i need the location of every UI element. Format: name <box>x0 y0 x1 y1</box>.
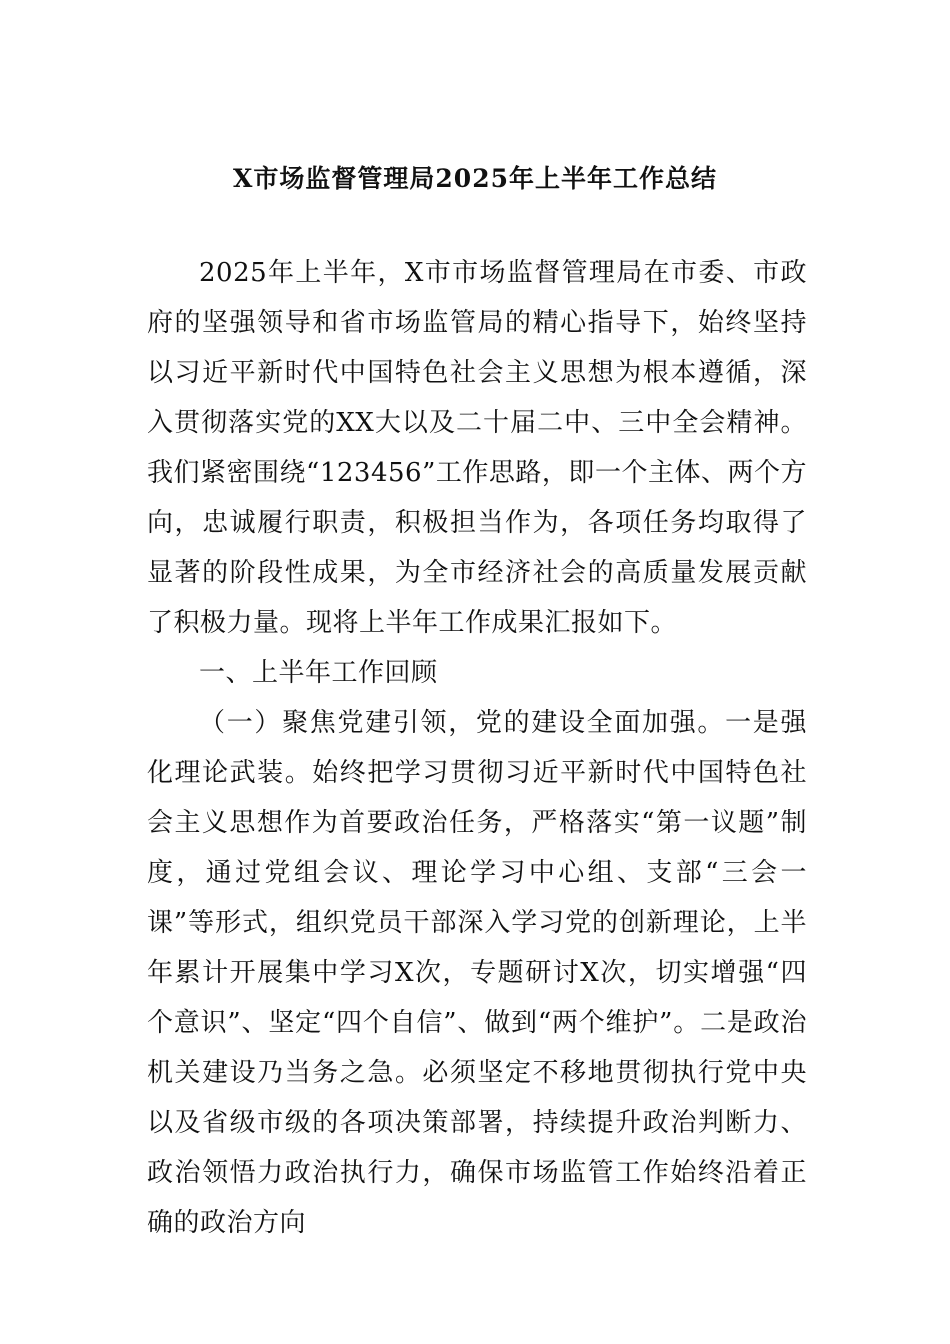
paragraph-intro: 2025年上半年，X市市场监督管理局在市委、市政府的坚强领导和省市场监管局的精心指导下，始终坚持以习近平新时代中国特色社会主义思想为根本遵循，深入贯彻落实党的XX大以及二十届二中、三中全会精神。我们紧密围绕“123456”工作思路，即一个主体、两个方向，忠诚履行职责，积极担当作为，各项任务均取得了显著的阶段性成果，为全市经济社会的高质量发展贡献了积极力量。现将上半年工作成果汇报如下。 <box>147 258 807 638</box>
paragraph-party-building: （一）聚焦党建引领，党的建设全面加强。一是强化理论武装。始终把学习贯彻习近平新时代中国特色社会主义思想作为首要政治任务，严格落实“第一议题”制度，通过党组会议、理论学习中心组、支部“三会一课”等形式，组织党员干部深入学习党的创新理论，上半年累计开展集中学习X次，专题研讨X次，切实增强“四个意识”、坚定“四个自信”、做到“两个维护”。二是政治机关建设乃当务之急。必须坚定不移地贯彻执行党中央以及省级市级的各项决策部署，持续提升政治判断力、政治领悟力政治执行力，确保市场监管工作始终沿着正确的政治方向 <box>147 708 807 1238</box>
document-body <box>147 248 807 1248</box>
section-heading: 一、上半年工作回顾 <box>199 658 438 688</box>
document-title: X市场监督管理局2025年上半年工作总结 <box>233 164 717 193</box>
